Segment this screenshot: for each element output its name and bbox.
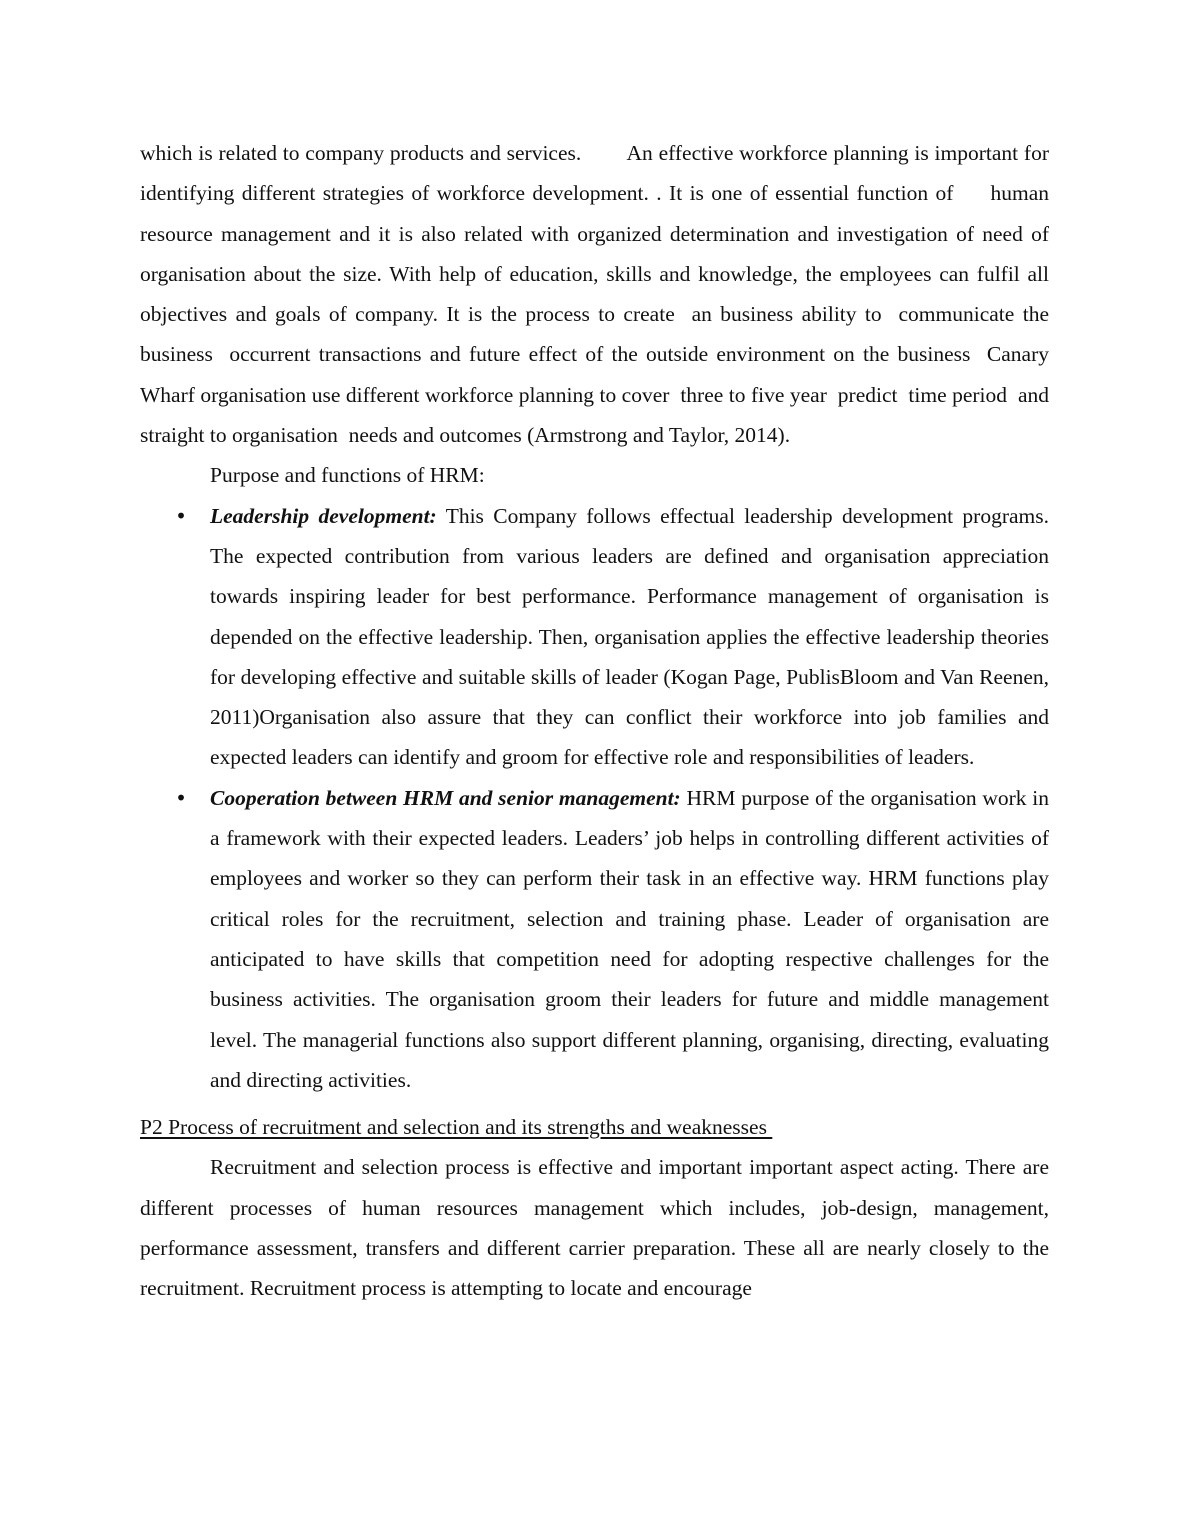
bullet-icon: • bbox=[175, 785, 187, 810]
bullet-text: This Company follows effectual leadership development programs. The expected contribution from various leaders are defined and organisation appreciation towards inspiring leader for best performance. Performance management of organisation is depended on the effective leadership. Then, organisation applies the effective leadership theories for developing effective and suitable skills of leader (Kogan Page, PublisBloom and Van Reenen, 2011)Organisation also assure that they can conflict their workforce into job families and expected leaders can identify and groom for effective role and responsibilities of leaders. bbox=[210, 503, 1050, 770]
bullet-title: Cooperation between HRM and senior management: bbox=[210, 785, 681, 810]
document-body bbox=[140, 133, 1060, 1309]
bullet-cooperation-hrm-senior-management bbox=[140, 778, 1049, 1100]
bullet-title: Leadership development: bbox=[210, 503, 437, 528]
bullet-text: HRM purpose of the organisation work in a framework with their expected leaders. Leaders’ job helps in controlling different activities of employees and worker so they can perform their task in an effective way. HRM functions play critical roles for the recruitment, selection and training phase. Leader of organisation are anticipated to have skills that competition need for adopting respective challenges for the business activities. The organisation groom their leaders for future and middle management level. The managerial functions also support different planning, organising, directing, evaluating and directing activities. bbox=[210, 785, 1049, 1092]
intro-paragraph: which is related to company products and services. An effective workforce planning is important for identifying different strategies of workforce development. . It is one of essential function of human resource management and it is also related with organized determination and investigation of need of organisation about the size. With help of education, skills and knowledge, the employees can fulfil all objectives and goals of company. It is the process to create an business ability to communicate the business occurrent transactions and future effect of the outside environment on the business Canary Wharf organisation use different workforce planning to cover three to five year predict time period and straight to organisation needs and outcomes (Armstrong and Taylor, 2014). bbox=[140, 141, 1060, 448]
section-heading-p2: P2 Process of recruitment and selection and its strengths and weaknesses bbox=[140, 1115, 773, 1140]
purpose-heading: Purpose and functions of HRM: bbox=[210, 463, 485, 488]
purpose-bullet-list bbox=[140, 496, 1049, 1100]
bullet-icon: • bbox=[175, 503, 187, 528]
bullet-leadership-development bbox=[140, 496, 1049, 778]
section-paragraph: Recruitment and selection process is effective and important important aspect acting. There are different processes of human resources management which includes, job-design, management, performance assessment, transfers and different carrier preparation. These all are nearly closely to the recruitment. Recruitment process is attempting to locate and encourage bbox=[140, 1155, 1049, 1301]
